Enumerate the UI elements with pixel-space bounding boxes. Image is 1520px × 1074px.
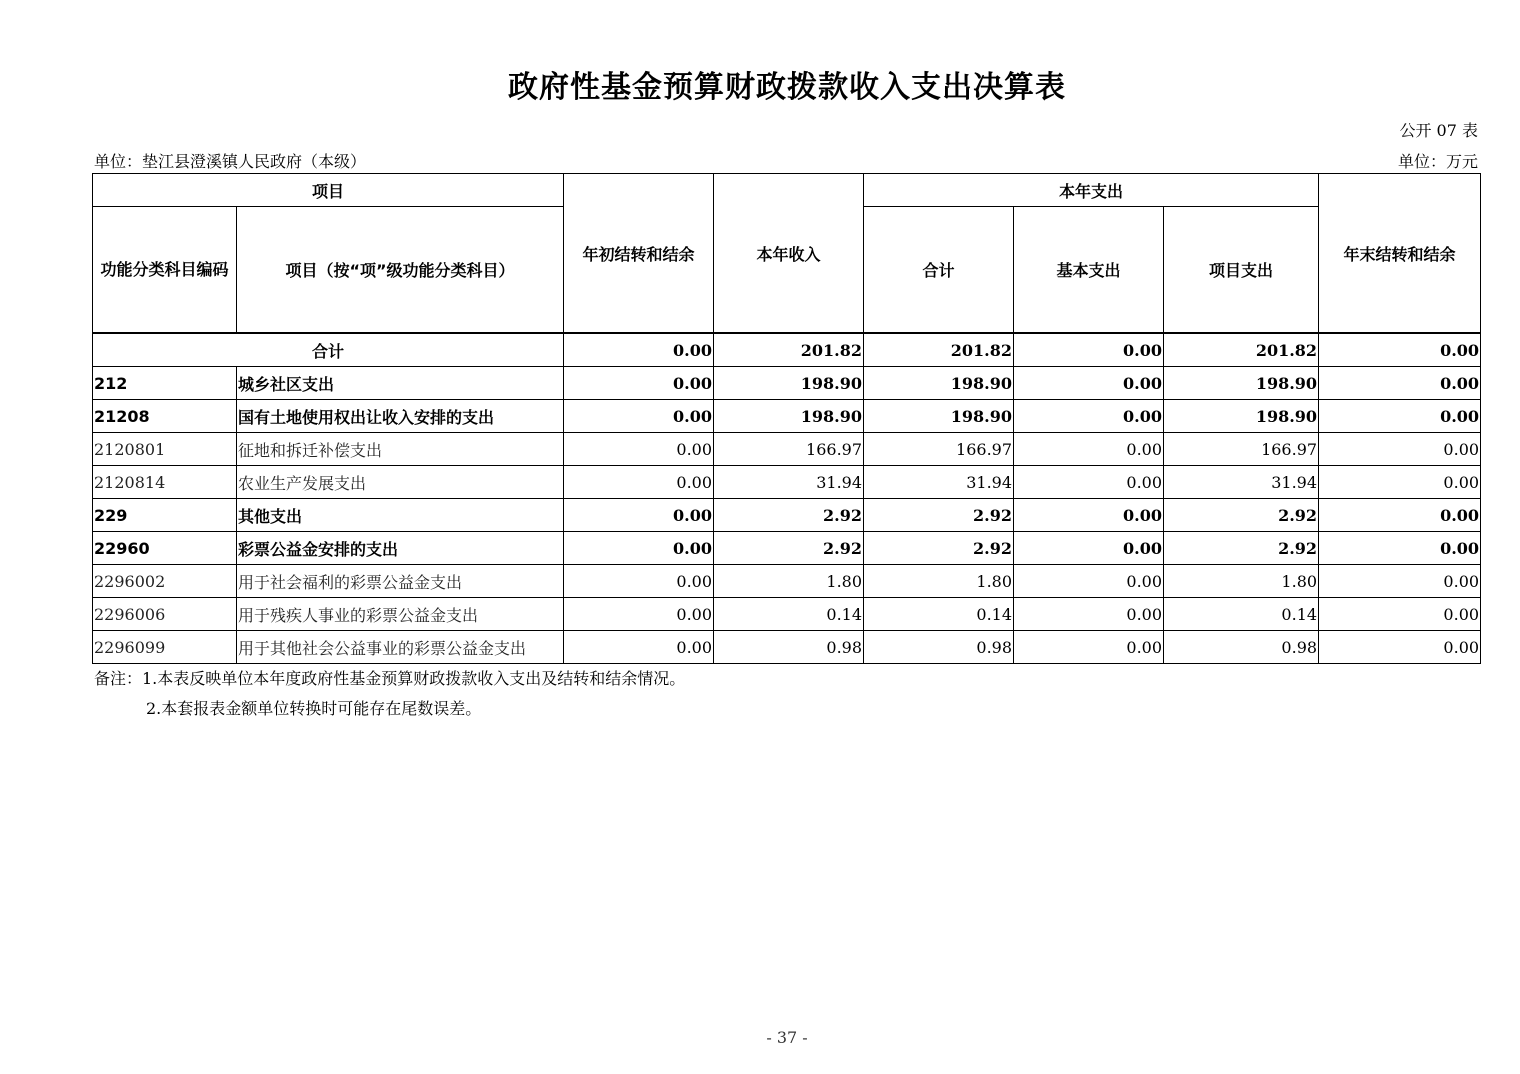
cell-end: 0.00 bbox=[1319, 400, 1481, 433]
cell-begin: 0.00 bbox=[564, 565, 714, 598]
cell-total: 0.14 bbox=[864, 598, 1014, 631]
cell-begin: 0.00 bbox=[564, 400, 714, 433]
cell-project: 31.94 bbox=[1164, 466, 1319, 499]
cell-end: 0.00 bbox=[1319, 466, 1481, 499]
header-name: 项目（按“项”级功能分类科目） bbox=[237, 207, 564, 334]
cell-income: 1.80 bbox=[714, 565, 864, 598]
cell-code: 2296099 bbox=[93, 631, 237, 664]
table-row bbox=[93, 400, 1481, 433]
cell-begin: 0.00 bbox=[564, 631, 714, 664]
table-row bbox=[93, 367, 1481, 400]
notes bbox=[94, 664, 685, 724]
cell-total: 31.94 bbox=[864, 466, 1014, 499]
cell-total: 198.90 bbox=[864, 367, 1014, 400]
cell-basic: 0.00 bbox=[1014, 466, 1164, 499]
cell-total: 2.92 bbox=[864, 499, 1014, 532]
cell-income: 0.14 bbox=[714, 598, 864, 631]
cell-basic: 0.00 bbox=[1014, 400, 1164, 433]
cell-total: 166.97 bbox=[864, 433, 1014, 466]
cell-name: 用于社会福利的彩票公益金支出 bbox=[237, 565, 564, 598]
cell-end: 0.00 bbox=[1319, 433, 1481, 466]
table-row bbox=[93, 499, 1481, 532]
total-project: 201.82 bbox=[1164, 333, 1319, 367]
cell-end: 0.00 bbox=[1319, 565, 1481, 598]
cell-code: 2296006 bbox=[93, 598, 237, 631]
table-row bbox=[93, 631, 1481, 664]
budget-table bbox=[92, 173, 1481, 664]
header-expense: 本年支出 bbox=[864, 174, 1319, 207]
cell-project: 166.97 bbox=[1164, 433, 1319, 466]
total-expense: 201.82 bbox=[864, 333, 1014, 367]
cell-begin: 0.00 bbox=[564, 367, 714, 400]
cell-name: 城乡社区支出 bbox=[237, 367, 564, 400]
header-income: 本年收入 bbox=[714, 174, 864, 334]
form-number: 公开 07 表 bbox=[1399, 121, 1478, 140]
cell-income: 166.97 bbox=[714, 433, 864, 466]
cell-end: 0.00 bbox=[1319, 631, 1481, 664]
table-row bbox=[93, 598, 1481, 631]
cell-income: 2.92 bbox=[714, 532, 864, 565]
cell-code: 22960 bbox=[93, 532, 237, 565]
cell-code: 2120814 bbox=[93, 466, 237, 499]
currency-unit: 单位：万元 bbox=[1397, 152, 1478, 171]
cell-name: 国有土地使用权出让收入安排的支出 bbox=[237, 400, 564, 433]
header-end-balance: 年末结转和结余 bbox=[1319, 174, 1481, 334]
cell-code: 212 bbox=[93, 367, 237, 400]
cell-income: 2.92 bbox=[714, 499, 864, 532]
header-expense-total: 合计 bbox=[864, 207, 1014, 334]
cell-total: 198.90 bbox=[864, 400, 1014, 433]
cell-name: 彩票公益金安排的支出 bbox=[237, 532, 564, 565]
reporting-unit: 单位：垫江县澄溪镇人民政府（本级） bbox=[94, 152, 367, 171]
cell-income: 0.98 bbox=[714, 631, 864, 664]
cell-basic: 0.00 bbox=[1014, 499, 1164, 532]
cell-end: 0.00 bbox=[1319, 532, 1481, 565]
table-row bbox=[93, 532, 1481, 565]
total-row bbox=[93, 333, 1481, 367]
cell-project: 198.90 bbox=[1164, 367, 1319, 400]
cell-basic: 0.00 bbox=[1014, 532, 1164, 565]
cell-name: 其他支出 bbox=[237, 499, 564, 532]
cell-income: 198.90 bbox=[714, 367, 864, 400]
cell-name: 用于残疾人事业的彩票公益金支出 bbox=[237, 598, 564, 631]
total-label: 合计 bbox=[93, 333, 564, 367]
cell-begin: 0.00 bbox=[564, 499, 714, 532]
cell-code: 21208 bbox=[93, 400, 237, 433]
cell-basic: 0.00 bbox=[1014, 565, 1164, 598]
cell-end: 0.00 bbox=[1319, 598, 1481, 631]
cell-income: 198.90 bbox=[714, 400, 864, 433]
cell-begin: 0.00 bbox=[564, 598, 714, 631]
total-basic: 0.00 bbox=[1014, 333, 1164, 367]
cell-project: 0.98 bbox=[1164, 631, 1319, 664]
note-line-2: 2.本套报表金额单位转换时可能存在尾数误差。 bbox=[146, 699, 482, 718]
cell-name: 征地和拆迁补偿支出 bbox=[237, 433, 564, 466]
header-row-1 bbox=[93, 174, 1481, 207]
page-title: 政府性基金预算财政拨款收入支出决算表 bbox=[508, 70, 1066, 105]
cell-code: 2296002 bbox=[93, 565, 237, 598]
header-basic-expense: 基本支出 bbox=[1014, 207, 1164, 334]
cell-basic: 0.00 bbox=[1014, 367, 1164, 400]
cell-total: 2.92 bbox=[864, 532, 1014, 565]
cell-begin: 0.00 bbox=[564, 466, 714, 499]
cell-code: 229 bbox=[93, 499, 237, 532]
table-row bbox=[93, 466, 1481, 499]
cell-project: 1.80 bbox=[1164, 565, 1319, 598]
total-income: 201.82 bbox=[714, 333, 864, 367]
header-begin-balance: 年初结转和结余 bbox=[564, 174, 714, 334]
header-item: 项目 bbox=[93, 174, 564, 207]
cell-project: 2.92 bbox=[1164, 532, 1319, 565]
cell-project: 198.90 bbox=[1164, 400, 1319, 433]
cell-project: 2.92 bbox=[1164, 499, 1319, 532]
cell-name: 农业生产发展支出 bbox=[237, 466, 564, 499]
cell-code: 2120801 bbox=[93, 433, 237, 466]
header-code: 功能分类科目编码 bbox=[93, 207, 237, 334]
cell-basic: 0.00 bbox=[1014, 631, 1164, 664]
cell-total: 1.80 bbox=[864, 565, 1014, 598]
cell-begin: 0.00 bbox=[564, 532, 714, 565]
cell-basic: 0.00 bbox=[1014, 433, 1164, 466]
table-row bbox=[93, 433, 1481, 466]
cell-project: 0.14 bbox=[1164, 598, 1319, 631]
page-number: - 37 - bbox=[766, 1028, 808, 1047]
header-project-expense: 项目支出 bbox=[1164, 207, 1319, 334]
cell-income: 31.94 bbox=[714, 466, 864, 499]
table-row bbox=[93, 565, 1481, 598]
total-begin: 0.00 bbox=[564, 333, 714, 367]
note-line-1: 备注：1.本表反映单位本年度政府性基金预算财政拨款收入支出及结转和结余情况。 bbox=[94, 669, 686, 688]
cell-end: 0.00 bbox=[1319, 499, 1481, 532]
total-end: 0.00 bbox=[1319, 333, 1481, 367]
cell-name: 用于其他社会公益事业的彩票公益金支出 bbox=[237, 631, 564, 664]
cell-total: 0.98 bbox=[864, 631, 1014, 664]
cell-basic: 0.00 bbox=[1014, 598, 1164, 631]
cell-end: 0.00 bbox=[1319, 367, 1481, 400]
cell-begin: 0.00 bbox=[564, 433, 714, 466]
